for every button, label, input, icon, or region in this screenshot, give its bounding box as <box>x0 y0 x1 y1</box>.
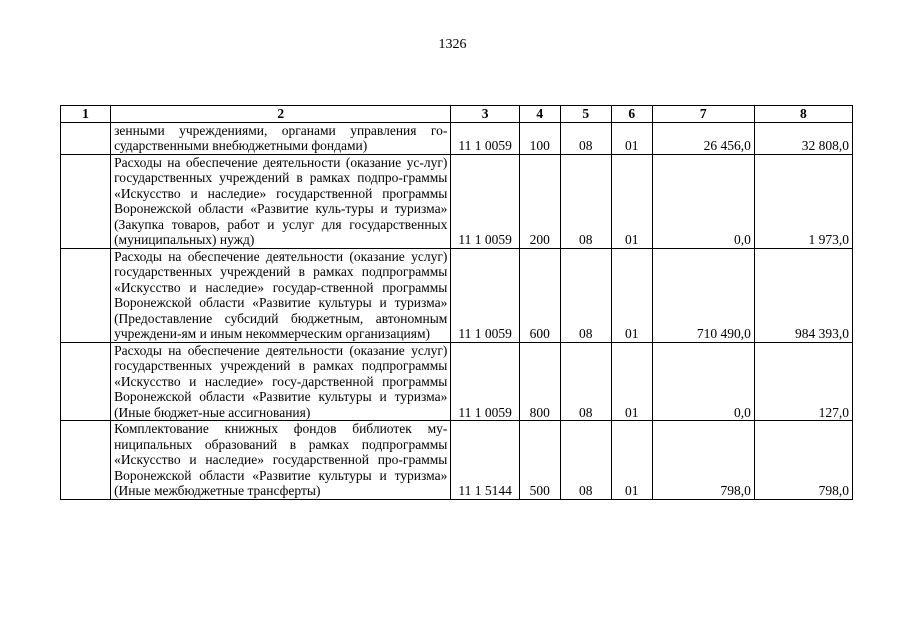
amount-cell: 798,0 <box>754 421 852 500</box>
section-cell: 08 <box>560 154 611 248</box>
amount-cell: 26 456,0 <box>652 122 754 154</box>
subsection-cell: 01 <box>611 122 652 154</box>
expense-type-cell: 800 <box>519 342 560 421</box>
column-header: 2 <box>111 106 451 123</box>
target-code-cell: 11 1 0059 <box>451 342 519 421</box>
amount-cell: 0,0 <box>652 154 754 248</box>
expense-type-cell: 100 <box>519 122 560 154</box>
amount-cell: 127,0 <box>754 342 852 421</box>
description-cell: зенными учреждениями, органами управления го-сударственными внебюджетными фондами) <box>111 122 451 154</box>
section-cell: 08 <box>560 122 611 154</box>
column-header: 3 <box>451 106 519 123</box>
table-row <box>61 122 853 154</box>
description-cell: Комплектование книжных фондов библиотек му-ниципальных образований в рамках подпрограммы «Искусство и наследие» государственной про-граммы Воронежской области «Развитие культуры и туризма» (Иные межбюджетные трансферты) <box>111 421 451 500</box>
section-cell: 08 <box>560 248 611 342</box>
page-number: 1326 <box>438 37 467 52</box>
target-code-cell: 11 1 0059 <box>451 248 519 342</box>
section-cell: 08 <box>560 342 611 421</box>
amount-cell: 710 490,0 <box>652 248 754 342</box>
expense-type-cell: 500 <box>519 421 560 500</box>
description-cell: Расходы на обеспечение деятельности (оказание услуг) государственных учреждений в рамках подпрограммы «Искусство и наследие» государ-ственной программы Воронежской области «Развитие культуры и туризма» (Предоставление субсидий бюджетным, автономным учреждени-ям и иным некоммерческим организациям) <box>111 248 451 342</box>
table-row <box>61 421 853 500</box>
target-code-cell: 11 1 5144 <box>451 421 519 500</box>
table-row <box>61 154 853 248</box>
section-cell: 08 <box>560 421 611 500</box>
column-header: 7 <box>652 106 754 123</box>
column-header: 4 <box>519 106 560 123</box>
budget-table <box>60 105 853 500</box>
header-row <box>61 106 853 123</box>
table-row <box>61 342 853 421</box>
row-number-cell <box>61 154 111 248</box>
table-row <box>61 248 853 342</box>
amount-cell: 32 808,0 <box>754 122 852 154</box>
row-number-cell <box>61 421 111 500</box>
amount-cell: 798,0 <box>652 421 754 500</box>
column-header: 5 <box>560 106 611 123</box>
subsection-cell: 01 <box>611 248 652 342</box>
column-header: 8 <box>754 106 852 123</box>
description-cell: Расходы на обеспечение деятельности (оказание ус-луг) государственных учреждений в рамках подпро-граммы «Искусство и наследие» государственной программы Воронежской области «Развитие куль-туры и туризма» (Закупка товаров, работ и услуг для государственных (муниципальных) нужд) <box>111 154 451 248</box>
amount-cell: 1 973,0 <box>754 154 852 248</box>
column-header: 1 <box>61 106 111 123</box>
amount-cell: 984 393,0 <box>754 248 852 342</box>
row-number-cell <box>61 342 111 421</box>
subsection-cell: 01 <box>611 154 652 248</box>
target-code-cell: 11 1 0059 <box>451 154 519 248</box>
row-number-cell <box>61 248 111 342</box>
column-header: 6 <box>611 106 652 123</box>
target-code-cell: 11 1 0059 <box>451 122 519 154</box>
row-number-cell <box>61 122 111 154</box>
expense-type-cell: 200 <box>519 154 560 248</box>
amount-cell: 0,0 <box>652 342 754 421</box>
subsection-cell: 01 <box>611 342 652 421</box>
subsection-cell: 01 <box>611 421 652 500</box>
expense-type-cell: 600 <box>519 248 560 342</box>
description-cell: Расходы на обеспечение деятельности (оказание услуг) государственных учреждений в рамках подпрограммы «Искусство и наследие» госу-дарственной программы Воронежской области «Развитие культуры и туризма» (Иные бюджет-ные ассигнования) <box>111 342 451 421</box>
